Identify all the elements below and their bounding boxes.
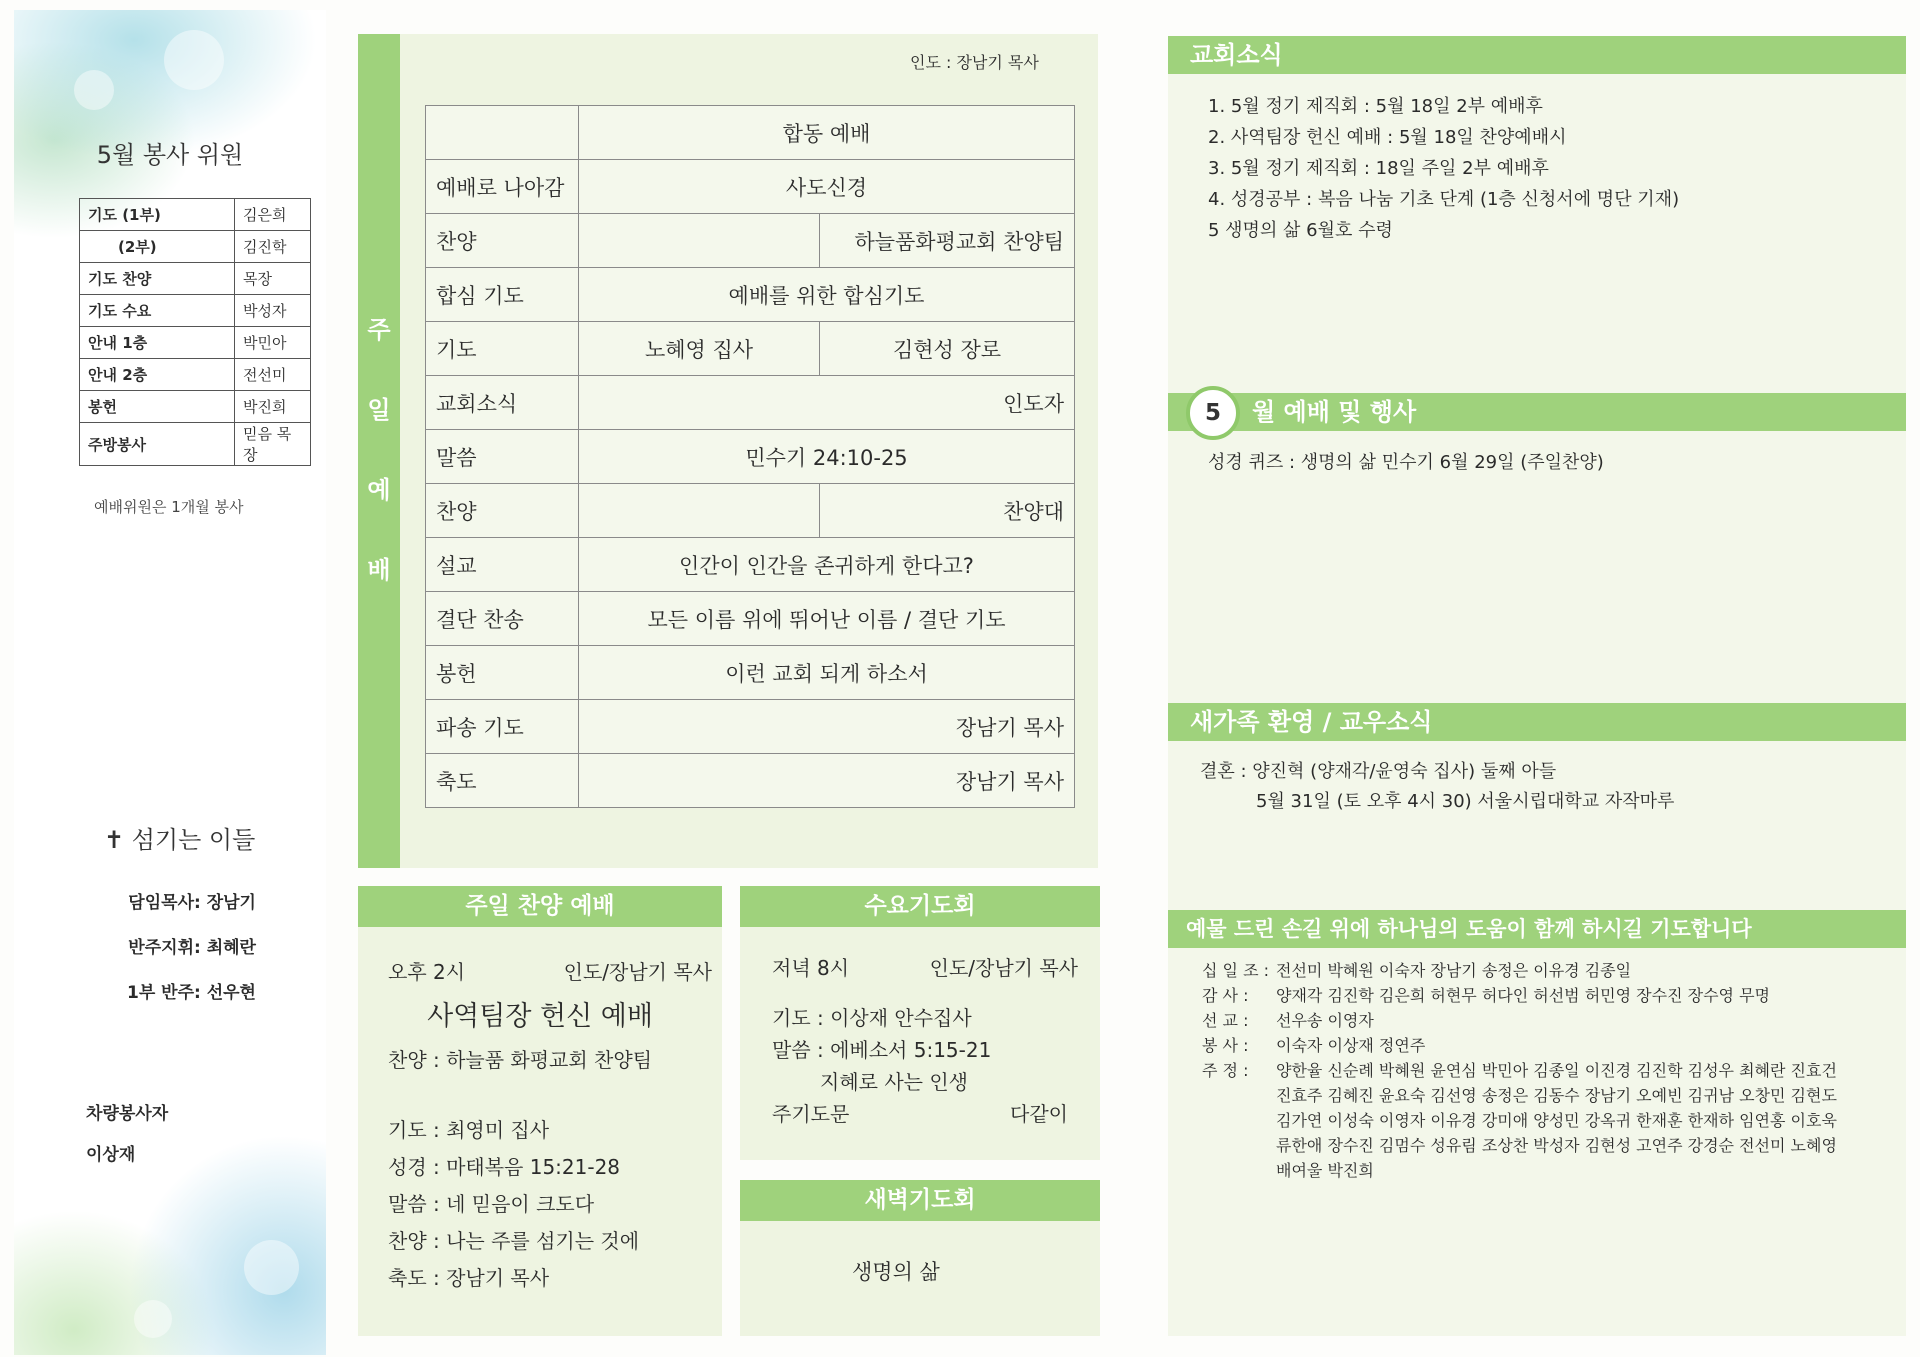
praise-line: 축도 : 장남기 목사 [388, 1266, 550, 1290]
praise-service-title: 사역팀장 헌신 예배 [427, 1001, 653, 1032]
order-label: 예배로 나아감 [426, 160, 579, 214]
family-line: 5월 31일 (토 오후 4시 30) 서울시립대학교 자작마루 [1256, 791, 1675, 812]
wednesday-sermon: 말씀 : 에베소서 5:15-21 [772, 1038, 992, 1062]
praise-line: 말씀 : 네 믿음이 크도다 [388, 1192, 595, 1216]
praise-line: 기도 : 최영미 집사 [388, 1118, 550, 1142]
table-row [426, 430, 1075, 484]
wednesday-sermon-title: 지혜로 사는 인생 [820, 1070, 968, 1094]
server-row [94, 888, 256, 913]
family-title: 새가족 환영 / 교우소식 [1190, 708, 1433, 736]
volunteers-table [79, 198, 311, 466]
worship-side-char: 주 [367, 316, 391, 344]
order-label [426, 106, 579, 160]
order-label: 교회소식 [426, 376, 579, 430]
offering-row [1202, 983, 1770, 1006]
offering-category: 주 정 : [1202, 1061, 1249, 1080]
order-item: 모든 이름 위에 뛰어난 이름 / 결단 기도 [579, 592, 1075, 646]
worship-side-char: 배 [367, 556, 391, 584]
table-row [80, 295, 311, 327]
dawn-prayer-title: 새벽기도회 [740, 1180, 1100, 1221]
server-name: : 장남기 [194, 893, 256, 913]
table-row [426, 160, 1075, 214]
order-label: 결단 찬송 [426, 592, 579, 646]
news-title: 교회소식 [1190, 41, 1283, 69]
family-line: 결혼 : 양진혁 (양재각/윤영숙 집사) 둘째 아들 [1200, 761, 1557, 782]
table-row [80, 327, 311, 359]
name-cell: 김은희 [235, 199, 311, 231]
order-label: 봉헌 [426, 646, 579, 700]
table-row [426, 268, 1075, 322]
car-volunteer-name: 이상재 [86, 1145, 136, 1165]
table-row [80, 231, 311, 263]
dawn-prayer-text: 생명의 삶 [852, 1260, 940, 1284]
table-row [426, 214, 1075, 268]
wednesday-lords-prayer: 주기도문 [772, 1102, 850, 1126]
wednesday-prayer: 기도 : 이상재 안수집사 [772, 1006, 972, 1030]
order-item: 민수기 24:10-25 [579, 430, 1075, 484]
name-cell: 목장 [235, 263, 311, 295]
role-cell: (2부) [80, 231, 235, 263]
order-label: 합심 기도 [426, 268, 579, 322]
table-row [80, 423, 311, 466]
offering-names: 양재각 김진학 김은희 허현무 허다인 허선범 허민영 장수진 장수영 무명 [1276, 986, 1770, 1005]
table-row [80, 199, 311, 231]
role-cell: 안내 1층 [80, 327, 235, 359]
worship-side-char: 일 [367, 396, 391, 424]
praise-line: 성경 : 마태복음 15:21-28 [388, 1155, 621, 1179]
servers-title: ✝ 섬기는 이들 [104, 826, 256, 854]
table-row [426, 484, 1075, 538]
table-row [426, 646, 1075, 700]
role-cell: 기도 수요 [80, 295, 235, 327]
wednesday-together: 다같이 [1010, 1102, 1068, 1126]
table-row [426, 538, 1075, 592]
server-name: : 선우현 [194, 983, 256, 1003]
table-row [426, 322, 1075, 376]
praise-line: 찬양 : 하늘품 화평교회 찬양팀 [388, 1048, 653, 1072]
offering-names-cont: 진효주 김혜진 윤요숙 김선영 송정은 김동수 장남기 오예빈 김귀남 오창민 김현도 [1276, 1086, 1837, 1105]
wednesday-leader: 인도/장남기 목사 [929, 956, 1078, 980]
offering-row [1202, 1008, 1374, 1031]
offering-names: 양한율 신순례 박혜원 윤연심 박민아 김종일 이진경 김진학 김성우 최혜란 진효건 [1276, 1061, 1837, 1080]
server-row [94, 978, 256, 1003]
server-role: 1부 반주 [126, 983, 194, 1003]
table-row [80, 359, 311, 391]
order-item: 인간이 인간을 존귀하게 한다고? [579, 538, 1075, 592]
table-row [426, 376, 1075, 430]
order-person: 김현성 장로 [820, 322, 1075, 376]
order-item: 이런 교회 되게 하소서 [579, 646, 1075, 700]
worship-leader: 인도 : 장남기 목사 [910, 53, 1039, 72]
events-number-badge: 5 [1186, 386, 1240, 440]
wednesday-prayer-box [740, 886, 1100, 1160]
table-row [426, 754, 1075, 808]
worship-side-bar [358, 34, 400, 868]
offerings-title: 예물 드린 손길 위에 하나님의 도움이 함께 하시길 기도합니다 [1186, 917, 1752, 941]
order-label: 파송 기도 [426, 700, 579, 754]
order-person: 하늘품화평교회 찬양팀 [820, 214, 1075, 268]
server-role: 담임목사 [128, 893, 194, 913]
order-person: 장남기 목사 [579, 754, 1075, 808]
offering-names-cont: 배여울 박진희 [1276, 1161, 1374, 1180]
news-header [1168, 36, 1906, 74]
table-row [80, 391, 311, 423]
table-row [80, 263, 311, 295]
news-item: 3. 5월 정기 제직회 : 18일 주일 2부 예배후 [1208, 158, 1549, 179]
order-label: 축도 [426, 754, 579, 808]
order-item [579, 214, 820, 268]
table-row [426, 700, 1075, 754]
offering-category: 감 사 : [1202, 986, 1249, 1005]
left-strip [14, 10, 326, 1355]
order-person: 장남기 목사 [579, 700, 1075, 754]
family-header [1168, 703, 1906, 741]
news-item: 1. 5월 정기 제직회 : 5월 18일 2부 예배후 [1208, 96, 1543, 117]
offerings-header [1168, 910, 1906, 948]
server-role: 반주지휘 [128, 938, 194, 958]
events-header [1168, 393, 1906, 431]
order-person: 인도자 [579, 376, 1075, 430]
order-item: 합동 예배 [579, 106, 1075, 160]
order-label: 설교 [426, 538, 579, 592]
offering-category: 십 일 조 : [1202, 961, 1270, 980]
praise-leader: 인도/장남기 목사 [563, 960, 712, 984]
praise-worship-title: 주일 찬양 예배 [358, 886, 722, 927]
offering-names-cont: 김가연 이성숙 이영자 이유경 강미애 양성민 강옥귀 한재훈 한재하 임연홍 이호욱 [1276, 1111, 1837, 1130]
worship-side-char: 예 [367, 476, 391, 504]
order-label: 찬양 [426, 484, 579, 538]
offering-names: 전선미 박혜원 이숙자 장남기 송정은 이유경 김종일 [1276, 961, 1632, 980]
server-name: : 최혜란 [194, 938, 256, 958]
offering-names-cont: 류한애 장수진 김멈수 성유림 조상찬 박성자 김현성 고연주 강경순 전선미 노혜영 [1276, 1136, 1837, 1155]
role-cell: 주방봉사 [80, 423, 235, 466]
offering-category: 봉 사 : [1202, 1036, 1249, 1055]
order-item: 사도신경 [579, 160, 1075, 214]
volunteers-title: 5월 봉사 위원 [96, 141, 244, 169]
table-row [426, 106, 1075, 160]
praise-line: 찬양 : 나는 주를 섬기는 것에 [388, 1229, 640, 1253]
order-label: 기도 [426, 322, 579, 376]
name-cell: 박성자 [235, 295, 311, 327]
order-label: 말씀 [426, 430, 579, 484]
praise-time: 오후 2시 [388, 960, 466, 984]
offering-row [1202, 958, 1631, 981]
events-text: 성경 퀴즈 : 생명의 삶 민수기 6월 29일 (주일찬양) [1208, 452, 1604, 473]
name-cell: 박민아 [235, 327, 311, 359]
role-cell: 기도 (1부) [80, 199, 235, 231]
table-row [426, 592, 1075, 646]
order-label: 찬양 [426, 214, 579, 268]
news-item: 2. 사역팀장 헌신 예배 : 5월 18일 찬양예배시 [1208, 127, 1567, 148]
worship-order-table [425, 105, 1075, 808]
dawn-prayer-box [740, 1180, 1100, 1336]
order-person: 찬양대 [820, 484, 1075, 538]
name-cell: 전선미 [235, 359, 311, 391]
news-item: 4. 성경공부 : 복음 나눔 기초 단계 (1층 신청서에 명단 기재) [1208, 189, 1680, 210]
name-cell: 믿음 목장 [235, 423, 311, 466]
order-item [579, 484, 820, 538]
role-cell: 봉헌 [80, 391, 235, 423]
offering-names: 이숙자 이상재 정연주 [1276, 1036, 1426, 1055]
order-person: 노혜영 집사 [579, 322, 820, 376]
news-item: 5 생명의 삶 6월호 수령 [1208, 220, 1393, 241]
offering-names: 선우송 이영자 [1276, 1011, 1374, 1030]
praise-worship-box [358, 886, 722, 1336]
role-cell: 기도 찬양 [80, 263, 235, 295]
wednesday-prayer-title: 수요기도회 [740, 886, 1100, 927]
events-title: 월 예배 및 행사 [1252, 398, 1417, 426]
server-row [94, 933, 256, 958]
offering-category: 선 교 : [1202, 1011, 1249, 1030]
order-item: 예배를 위한 합심기도 [579, 268, 1075, 322]
volunteers-note: 예배위원은 1개월 봉사 [94, 498, 244, 516]
role-cell: 안내 2층 [80, 359, 235, 391]
offering-row [1202, 1033, 1425, 1056]
name-cell: 김진학 [235, 231, 311, 263]
offering-row [1202, 1058, 1837, 1081]
wednesday-time: 저녁 8시 [772, 956, 850, 980]
name-cell: 박진희 [235, 391, 311, 423]
car-volunteer-title: 차량봉사자 [86, 1104, 169, 1124]
